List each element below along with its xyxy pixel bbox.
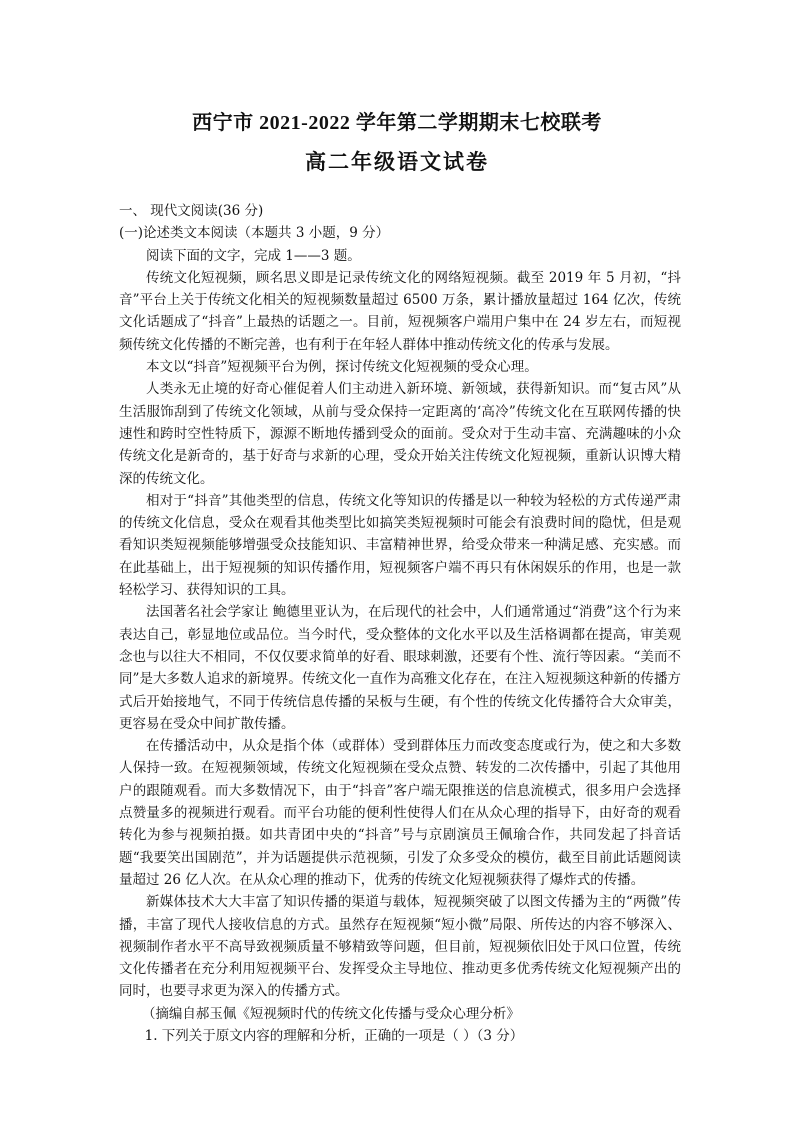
passage-paragraph: 相对于“抖音”其他类型的信息，传统文化等知识的传播是以一种较为轻松的方式传递严肃的传统文化信息，受众在观看其他类型比如搞笑类短视频时可能会有浪费时间的隐忧，但是观看知识类短视频能够增强受众技能知识、丰富精神世界，给受众带来一种满足感、充实感。而在此基础上，出于短视频的知识传播作用，短视频客户端不再只有休闲娱乐的作用，也是一款轻松学习、获得知识的工具。 [119, 492, 681, 599]
exam-subtitle: 高二年级语文试卷 [305, 150, 489, 174]
question-1: 1. 下列关于原文内容的理解和分析，正确的一项是（ ）（3 分） [144, 1027, 524, 1044]
exam-body [119, 200, 681, 1047]
subsection-heading: (一)论述类文本阅读（本题共 3 小题，9 分） [119, 225, 390, 242]
passage-paragraph: 本文以“抖音”短视频平台为例，探讨传统文化短视频的受众心理。 [146, 359, 538, 376]
passage-paragraph: 在传播活动中，从众是指个体（或群体）受到群体压力而改变态度或行为，使之和大多数人保持一致。在短视频领域，传统文化短视频在受众点赞、转发的二次传播中，引起了其他用户的跟随观看。而大多数情况下，由于“抖音”客户端无限推送的信息流模式，很多用户会选择点赞量多的视频进行观看。而平台功能的便利性使得人们在从众心理的指导下，由好奇的观看转化为参与视频拍摄。如共青团中央的“抖音”号与京剧演员王佩瑜合作，共同发起了抖音话题“我要笑出国剧范”，并为话题提供示范视频，引发了众多受众的模仿，截至目前此话题阅读量超过 26 亿人次。在从众心理的推动下，优秀的传统文化短视频获得了爆炸式的传播。 [119, 738, 681, 888]
passage-paragraph: 人类永无止境的好奇心催促着人们主动进入新环境、新领域，获得新知识。而“复古风”从生活服饰刮到了传统文化领域，从前与受众保持一定距离的‘高冷”传统文化在互联网传播的快速性和跨时空性特质下，源源不断地传播到受众的面前。受众对于生动丰富、充满趣味的小众传统文化是新奇的，基于好奇与求新的心理，受众开始关注传统文化短视频，重新认识博大精深的传统文化。 [119, 381, 681, 487]
source-note: （摘编自郝玉佩《短视频时代的传统文化传播与受众心理分析》 [141, 1005, 520, 1022]
passage-paragraph: 法国著名社会学家让 鲍德里亚认为，在后现代的社会中，人们通常通过“消费”这个行为来表达自己，彰显地位或品位。当今时代，受众整体的文化水平以及生活格调都在提高，审美观念也与以往大不相同，不仅仅要求简单的好看、眼球刺激，还要有个性、流行等因素。“美而不同”是大多数人追求的新境界。传统文化一直作为高雅文化存在，在注入短视频这种新的传播方式后开始接地气，不同于传统信息传播的呆板与生硬，有个性的传统文化传播符合大众审美，更容易在受众中间扩散传播。 [119, 604, 681, 732]
reading-instruction: 阅读下面的文字，完成 1——3 题。 [146, 247, 361, 264]
exam-title: 西宁市 2021-2022 学年第二学期期末七校联考 [192, 112, 602, 134]
section-heading: 一、 现代文阅读(36 分) [119, 203, 264, 219]
passage-paragraph: 新媒体技术大大丰富了知识传播的渠道与载体，短视频突破了以图文传播为主的“两微”传播，丰富了现代人接收信息的方式。虽然存在短视频“短小微”局限、所传达的内容不够深入、视频制作者水平不高导致视频质量不够精致等问题，但目前，短视频依旧处于风口位置，传统文化传播者在充分利用短视频平台、发挥受众主导地位、推动更多优秀传统文化短视频产出的同时，也要寻求更为深入的传播方式。 [119, 894, 681, 1000]
passage-paragraph: 传统文化短视频，顾名思义即是记录传统文化的网络短视频。截至 2019 年 5 月初，“抖音”平台上关于传统文化相关的短视频数量超过 6500 万条，累计播放量超过 164 亿次，传统文化话题成了“抖音”上最热的话题之一。目前，短视频客户端用户集中在 24 岁左右，而短视频传统文化传播的不断完善，也有利于在年轻人群体中推动传统文化的传承与发展。 [119, 269, 681, 353]
